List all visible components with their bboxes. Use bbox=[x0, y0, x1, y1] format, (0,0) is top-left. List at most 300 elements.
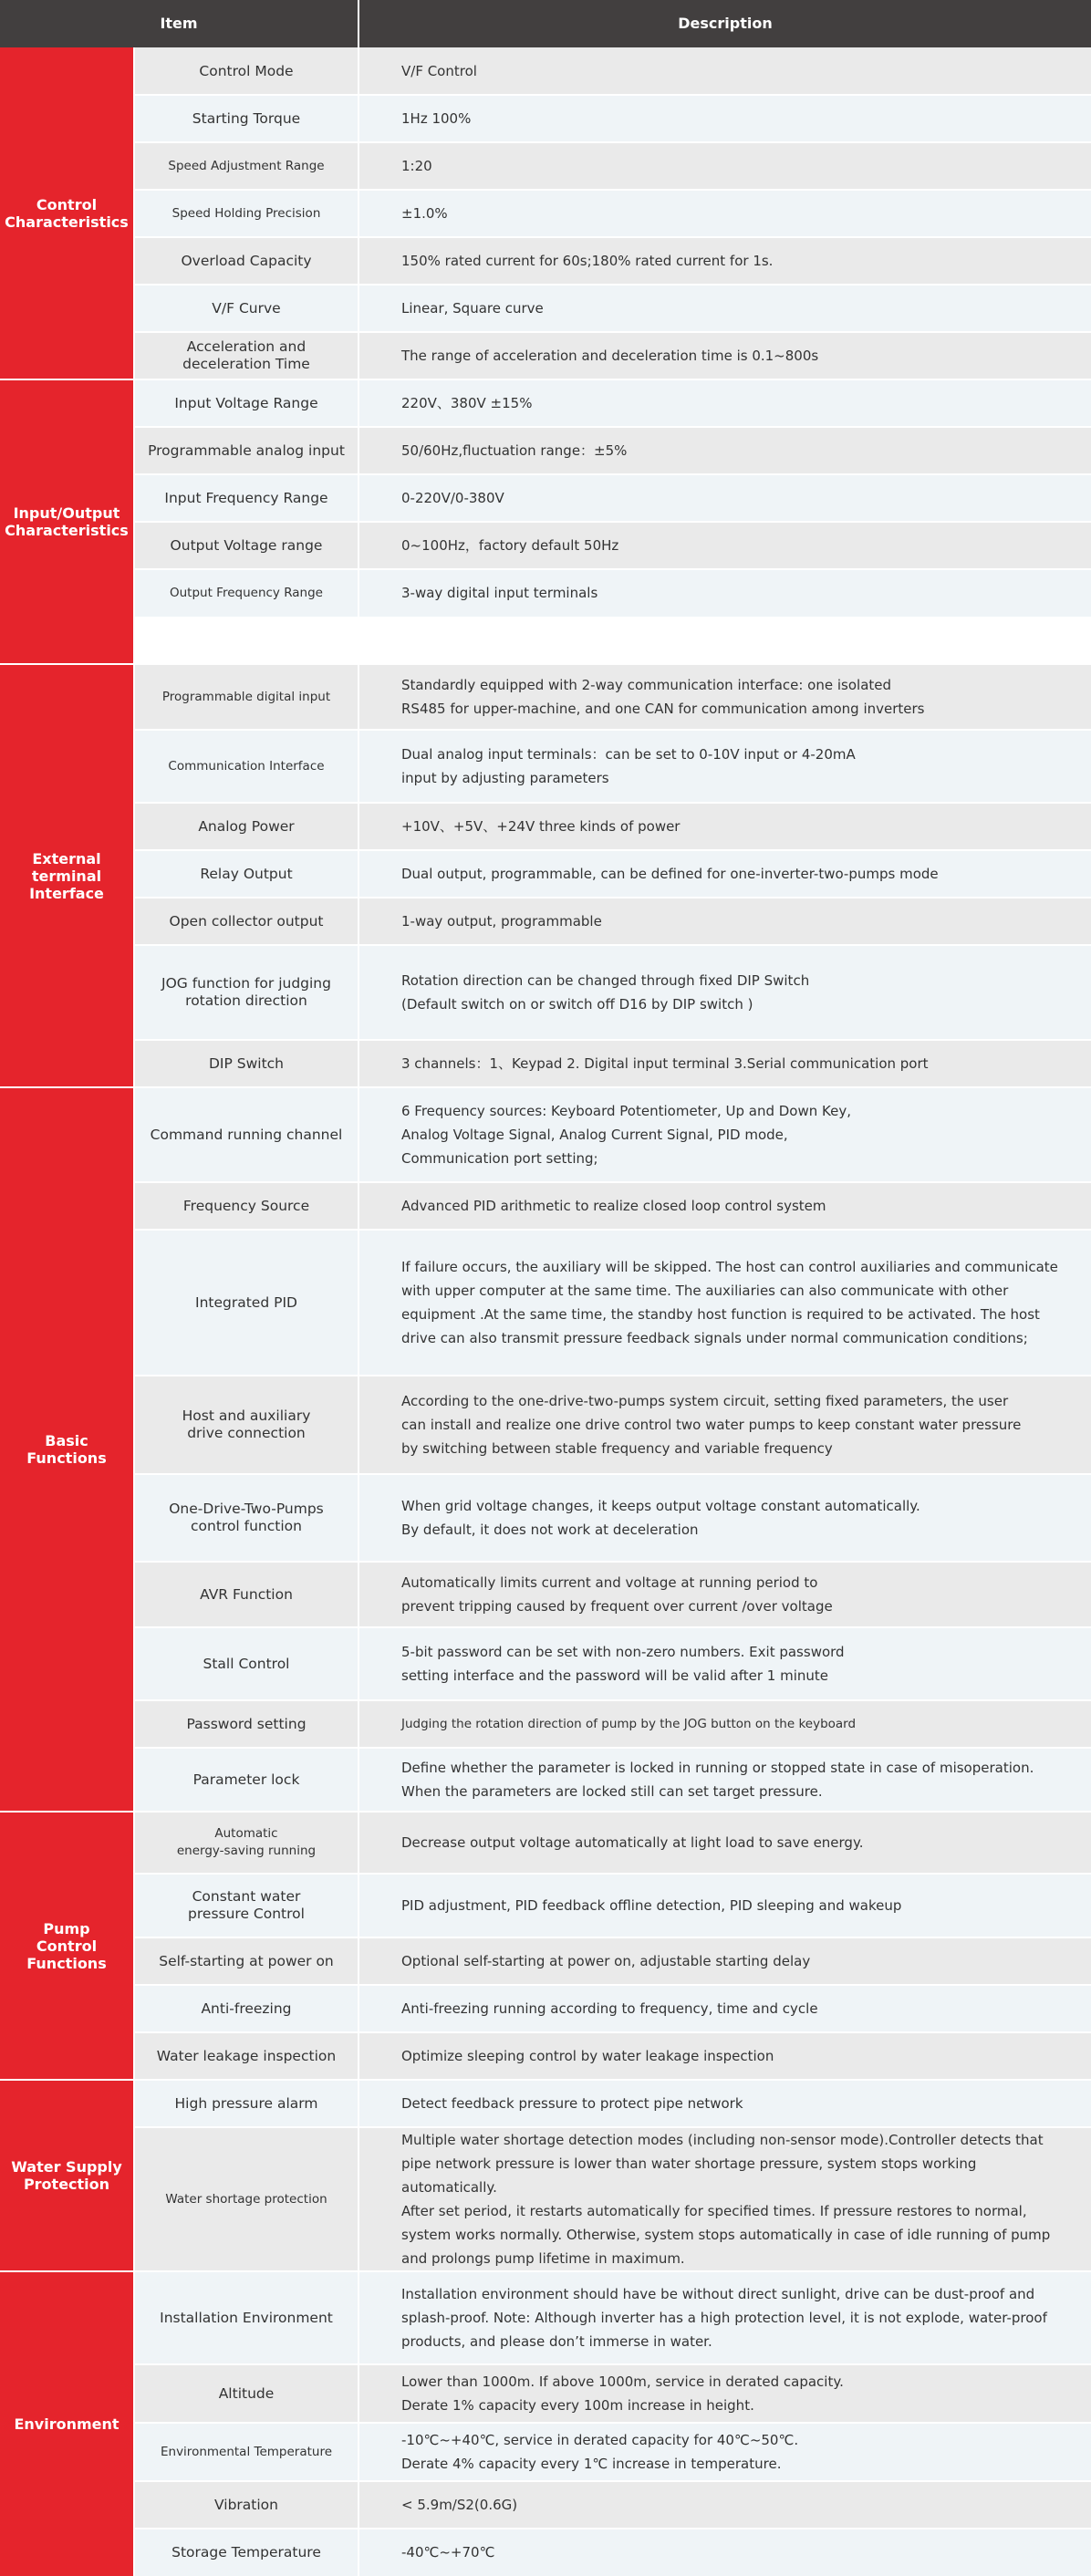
row-divider bbox=[135, 1626, 1091, 1628]
row-item-text bbox=[209, 1055, 284, 1073]
group-label-text bbox=[14, 2415, 119, 2433]
group-divider bbox=[0, 2079, 1091, 2081]
column-divider bbox=[358, 850, 359, 898]
row-description-line: Derate 1% capacity every 100m increase in height. bbox=[401, 2397, 754, 2414]
row-item-line: Speed Adjustment Range bbox=[168, 158, 325, 173]
table-row bbox=[135, 47, 1091, 95]
row-description-text bbox=[401, 2370, 844, 2417]
row-description-text bbox=[401, 2493, 517, 2517]
group-label-line: Pump bbox=[43, 1919, 90, 1937]
row-divider bbox=[135, 284, 1091, 286]
row-description bbox=[401, 1040, 1064, 1087]
row-description bbox=[401, 1627, 1064, 1700]
row-description-line: Derate 4% capacity every 1℃ increase in temperature. bbox=[401, 2456, 782, 2472]
row-item-text bbox=[186, 1716, 306, 1733]
row-description bbox=[401, 1182, 1064, 1230]
row-item bbox=[135, 1040, 358, 1087]
row-item-line: pressure Control bbox=[188, 1906, 305, 1922]
row-description-line: RS485 for upper-machine, and one CAN for communication among inverters bbox=[401, 701, 925, 717]
row-description-text bbox=[401, 2092, 743, 2115]
row-item-line: One-Drive-Two-Pumps bbox=[169, 1501, 324, 1517]
row-description-line: products, and please don’t immerse in water. bbox=[401, 2333, 712, 2350]
row-description-text bbox=[401, 1571, 833, 1618]
group-label-line: Input/Output bbox=[13, 504, 120, 522]
row-item-line: Frequency Source bbox=[182, 1197, 310, 1214]
row-item bbox=[135, 2080, 358, 2127]
row-item-text bbox=[170, 585, 323, 602]
table-row bbox=[135, 2364, 1091, 2423]
row-description-text bbox=[401, 249, 773, 273]
row-description-line: 1Hz 100% bbox=[401, 110, 472, 127]
row-description bbox=[401, 945, 1064, 1040]
row-item-line: Input Frequency Range bbox=[164, 489, 328, 506]
row-divider bbox=[135, 2363, 1091, 2365]
row-item bbox=[135, 664, 358, 730]
row-item bbox=[135, 522, 358, 569]
row-item bbox=[135, 850, 358, 898]
row-description bbox=[401, 664, 1064, 730]
row-description-text bbox=[401, 202, 448, 225]
row-item-line: drive connection bbox=[187, 1425, 306, 1441]
group-label-line: Characteristics bbox=[5, 213, 129, 231]
row-description-line: Detect feedback pressure to protect pipe network bbox=[401, 2095, 743, 2112]
column-divider bbox=[358, 1562, 359, 1627]
row-item bbox=[135, 190, 358, 237]
row-description bbox=[401, 1230, 1064, 1376]
row-item-text bbox=[171, 2544, 321, 2561]
column-divider bbox=[358, 1748, 359, 1812]
row-item-line: Water shortage protection bbox=[165, 2191, 327, 2207]
row-item bbox=[135, 47, 358, 95]
row-item-text bbox=[157, 2048, 336, 2065]
group-label-line: Water Supply bbox=[11, 2158, 122, 2176]
row-description bbox=[401, 569, 1064, 617]
row-description-line: Judging the rotation direction of pump by the JOG button on the keyboard bbox=[401, 1717, 857, 1731]
column-divider bbox=[358, 522, 359, 569]
column-divider bbox=[358, 1812, 359, 1874]
group-label-line: Control bbox=[36, 1937, 98, 1955]
row-description bbox=[401, 1748, 1064, 1812]
table-row bbox=[135, 522, 1091, 569]
row-divider bbox=[135, 94, 1091, 96]
table-row bbox=[135, 1474, 1091, 1562]
column-divider bbox=[358, 730, 359, 803]
row-item-text bbox=[171, 537, 323, 555]
row-description bbox=[401, 332, 1064, 379]
table-row bbox=[135, 2127, 1091, 2271]
row-description bbox=[401, 522, 1064, 569]
row-item-line: Installation Environment bbox=[160, 2309, 333, 2326]
column-divider bbox=[358, 474, 359, 522]
row-item-line: Altitude bbox=[218, 2384, 275, 2402]
row-item-line: Self-starting at power on bbox=[159, 1952, 334, 1969]
group-divider bbox=[0, 1811, 1091, 1813]
row-item bbox=[135, 2271, 358, 2364]
row-description bbox=[401, 237, 1064, 285]
row-description-line: Lower than 1000m. If above 1000m, service in derated capacity. bbox=[401, 2373, 844, 2390]
row-description-text bbox=[401, 391, 532, 415]
row-item-line: Water leakage inspection bbox=[156, 2047, 337, 2064]
row-description bbox=[401, 474, 1064, 522]
table-row bbox=[135, 285, 1091, 332]
row-description-text bbox=[401, 59, 477, 83]
row-item bbox=[135, 803, 358, 850]
row-divider bbox=[135, 944, 1091, 946]
table-row bbox=[135, 474, 1091, 522]
row-divider bbox=[135, 1984, 1091, 1986]
row-item bbox=[135, 2529, 358, 2576]
row-item-text bbox=[188, 1888, 305, 1923]
row-item-line: Open collector output bbox=[169, 912, 324, 930]
row-description-text bbox=[401, 534, 618, 557]
row-item-text bbox=[195, 1294, 297, 1312]
row-description bbox=[401, 1937, 1064, 1985]
row-description bbox=[401, 2271, 1064, 2364]
row-description-line: Dual analog input terminals：can be set to 0-10V input or 4-20mA bbox=[401, 746, 856, 763]
row-item-text bbox=[162, 689, 330, 706]
row-item-line: Anti-freezing bbox=[201, 2000, 292, 2017]
group-divider bbox=[0, 1086, 1091, 1088]
row-item bbox=[135, 945, 358, 1040]
row-item bbox=[135, 142, 358, 190]
column-divider bbox=[358, 332, 359, 379]
column-divider bbox=[358, 2127, 359, 2271]
row-item-text bbox=[151, 1127, 343, 1144]
group-label bbox=[0, 47, 133, 379]
column-divider bbox=[358, 2364, 359, 2423]
row-description-line: V/F Control bbox=[401, 63, 477, 79]
row-description-line: After set period, it restarts automatically for specified times. If pressure restores to normal, bbox=[401, 2203, 1027, 2219]
row-description bbox=[401, 2032, 1064, 2080]
row-description-line: According to the one-drive-two-pumps system circuit, setting fixed parameters, the user bbox=[401, 1393, 1009, 1409]
row-description-line: 5-bit password can be set with non-zero numbers. Exit password bbox=[401, 1644, 845, 1660]
row-description-text bbox=[401, 1194, 826, 1218]
row-item-line: Environmental Temperature bbox=[160, 2444, 333, 2459]
row-item-line: DIP Switch bbox=[208, 1054, 285, 1072]
row-description-text bbox=[401, 1949, 810, 1973]
row-description bbox=[401, 1700, 1064, 1748]
row-description bbox=[401, 850, 1064, 898]
row-divider bbox=[135, 1473, 1091, 1475]
row-item-line: rotation direction bbox=[185, 992, 307, 1009]
row-item bbox=[135, 1700, 358, 1748]
table-row bbox=[135, 2529, 1091, 2576]
row-item-text bbox=[169, 1501, 324, 1535]
row-divider bbox=[135, 473, 1091, 475]
row-item-text bbox=[174, 395, 317, 412]
row-item-text bbox=[214, 2497, 278, 2514]
column-divider bbox=[358, 1985, 359, 2032]
table-row bbox=[135, 190, 1091, 237]
row-description-text bbox=[401, 107, 471, 130]
table-row bbox=[135, 1376, 1091, 1474]
row-description-line: < 5.9m/S2(0.6G) bbox=[401, 2497, 518, 2513]
table-row bbox=[135, 332, 1091, 379]
row-description-text bbox=[401, 2128, 1064, 2270]
row-divider bbox=[135, 426, 1091, 428]
row-item-text bbox=[177, 1825, 316, 1860]
group-label-line: Control bbox=[36, 196, 98, 213]
row-item bbox=[135, 1627, 358, 1700]
row-divider bbox=[135, 331, 1091, 333]
column-divider bbox=[358, 898, 359, 945]
column-divider bbox=[358, 285, 359, 332]
row-description-text bbox=[401, 296, 544, 320]
row-item bbox=[135, 285, 358, 332]
row-item bbox=[135, 2423, 358, 2481]
table-row bbox=[135, 2032, 1091, 2080]
row-description-line: Multiple water shortage detection modes (including non-sensor mode).Controller detects that bbox=[401, 2132, 1044, 2148]
row-item bbox=[135, 1474, 358, 1562]
row-description bbox=[401, 1562, 1064, 1627]
row-description bbox=[401, 2080, 1064, 2127]
row-item bbox=[135, 1182, 358, 1230]
row-description-text bbox=[401, 862, 939, 886]
row-description bbox=[401, 95, 1064, 142]
group-label-line: Protection bbox=[23, 2176, 110, 2193]
column-divider bbox=[358, 664, 359, 730]
table-header bbox=[0, 0, 1091, 47]
row-description-text bbox=[401, 815, 680, 838]
column-divider bbox=[358, 1182, 359, 1230]
table-row bbox=[135, 898, 1091, 945]
table-row bbox=[135, 95, 1091, 142]
row-description-text bbox=[401, 154, 432, 178]
group-label bbox=[0, 1087, 133, 1812]
column-divider bbox=[358, 1230, 359, 1376]
row-item bbox=[135, 1985, 358, 2032]
group-label-line: Environment bbox=[14, 2415, 119, 2433]
row-divider bbox=[135, 2031, 1091, 2033]
row-item-text bbox=[182, 1407, 311, 1442]
row-item-text bbox=[200, 1586, 293, 1604]
row-description bbox=[401, 2364, 1064, 2423]
table-row bbox=[135, 1700, 1091, 1748]
column-divider bbox=[358, 2271, 359, 2364]
column-divider bbox=[358, 803, 359, 850]
row-item-line: V/F Curve bbox=[212, 299, 281, 317]
row-item-line: Vibration bbox=[214, 2496, 278, 2513]
table-row bbox=[135, 142, 1091, 190]
column-divider bbox=[358, 2481, 359, 2529]
row-item bbox=[135, 1874, 358, 1937]
row-description-text bbox=[401, 909, 602, 933]
row-description-line: can install and realize one drive control two water pumps to keep constant water pressure bbox=[401, 1417, 1022, 1433]
row-description-text bbox=[401, 1712, 856, 1736]
row-item-line: Programmable digital input bbox=[161, 689, 331, 704]
row-description-text bbox=[401, 1640, 845, 1688]
row-item-text bbox=[175, 2095, 318, 2113]
row-divider bbox=[135, 1561, 1091, 1563]
row-description-line: The range of acceleration and deceleration time is 0.1~800s bbox=[401, 348, 819, 364]
row-item bbox=[135, 1376, 358, 1474]
row-item-text bbox=[164, 490, 327, 507]
row-divider bbox=[135, 1181, 1091, 1183]
row-item-line: deceleration Time bbox=[182, 356, 310, 372]
row-item bbox=[135, 2481, 358, 2529]
table-row bbox=[135, 945, 1091, 1040]
row-description-line: Analog Voltage Signal, Analog Current Signal, PID mode, bbox=[401, 1127, 788, 1143]
row-description-line: 0-220V/0-380V bbox=[401, 490, 504, 506]
row-item-text bbox=[181, 253, 311, 270]
row-description-line: Optimize sleeping control by water leakage inspection bbox=[401, 2048, 774, 2064]
row-item-text bbox=[161, 975, 331, 1010]
row-item bbox=[135, 1937, 358, 1985]
row-description-text bbox=[401, 969, 809, 1016]
row-item-text bbox=[201, 2000, 291, 2018]
column-divider bbox=[358, 1874, 359, 1937]
table-row bbox=[135, 427, 1091, 474]
row-description-text bbox=[401, 1099, 851, 1170]
row-item-text bbox=[165, 2191, 327, 2208]
table-row bbox=[135, 1937, 1091, 1985]
table-row bbox=[135, 2080, 1091, 2127]
row-description-line: When the parameters are locked still can set target pressure. bbox=[401, 1783, 823, 1800]
row-description-line: input by adjusting parameters bbox=[401, 770, 609, 786]
group-label-line: terminal bbox=[31, 867, 102, 885]
row-item bbox=[135, 898, 358, 945]
row-description-text bbox=[401, 581, 597, 605]
row-item-line: Acceleration and bbox=[186, 338, 307, 355]
row-description-text bbox=[401, 2540, 494, 2564]
table-row bbox=[135, 2271, 1091, 2364]
row-description-text bbox=[401, 1494, 920, 1542]
table-row bbox=[135, 1985, 1091, 2032]
row-description-line: Decrease output voltage automatically at light load to save energy. bbox=[401, 1834, 864, 1851]
group-label bbox=[0, 2271, 133, 2576]
group-label bbox=[0, 2080, 133, 2271]
row-item-line: Constant water bbox=[192, 1888, 301, 1905]
row-item-line: Command running channel bbox=[150, 1126, 343, 1143]
row-description-line: Standardly equipped with 2-way communication interface: one isolated bbox=[401, 677, 892, 693]
group-label-line: Characteristics bbox=[5, 522, 129, 539]
row-description-line: Dual output, programmable, can be defined for one-inverter-two-pumps mode bbox=[401, 866, 939, 882]
row-item-line: JOG function for judging bbox=[161, 975, 331, 992]
row-description-text bbox=[401, 1052, 929, 1075]
group-label bbox=[0, 379, 133, 664]
table-row bbox=[135, 803, 1091, 850]
column-divider bbox=[358, 945, 359, 1040]
row-description bbox=[401, 1812, 1064, 1874]
row-description-line: 6 Frequency sources: Keyboard Potentiometer, Up and Down Key, bbox=[401, 1103, 851, 1119]
row-divider bbox=[135, 1375, 1091, 1376]
row-description-line: with upper computer at the same time. The auxiliaries can also communicate with other bbox=[401, 1283, 1009, 1299]
row-description-line: ±1.0% bbox=[401, 205, 448, 222]
table-row bbox=[135, 1627, 1091, 1700]
row-item bbox=[135, 427, 358, 474]
row-item bbox=[135, 569, 358, 617]
row-item-line: Host and auxiliary bbox=[182, 1407, 311, 1424]
row-item bbox=[135, 332, 358, 379]
row-divider bbox=[135, 849, 1091, 851]
column-divider bbox=[358, 47, 359, 95]
row-item-line: Control Mode bbox=[199, 62, 294, 79]
row-description-text bbox=[401, 344, 818, 368]
row-item-text bbox=[203, 1656, 290, 1673]
column-divider bbox=[358, 1040, 359, 1087]
row-description bbox=[401, 190, 1064, 237]
row-description-text bbox=[401, 673, 925, 721]
table-row bbox=[135, 1812, 1091, 1874]
row-description bbox=[401, 2481, 1064, 2529]
row-divider bbox=[135, 2126, 1091, 2128]
row-description bbox=[401, 1874, 1064, 1937]
row-description-line: by switching between stable frequency and variable frequency bbox=[401, 1440, 833, 1457]
table-row bbox=[135, 2423, 1091, 2481]
row-description bbox=[401, 1376, 1064, 1474]
row-item bbox=[135, 95, 358, 142]
row-description-line: Anti-freezing running according to frequency, time and cycle bbox=[401, 2000, 818, 2017]
row-item bbox=[135, 2364, 358, 2423]
table-row bbox=[135, 569, 1091, 617]
row-divider bbox=[135, 521, 1091, 523]
row-item-text bbox=[148, 442, 345, 460]
column-divider bbox=[358, 1474, 359, 1562]
group-label-line: Functions bbox=[26, 1449, 107, 1467]
row-item-text bbox=[212, 300, 280, 317]
row-description bbox=[401, 2423, 1064, 2481]
table-row bbox=[135, 379, 1091, 427]
row-item-line: Communication Interface bbox=[168, 758, 325, 774]
row-item-line: Overload Capacity bbox=[181, 252, 312, 269]
row-description bbox=[401, 730, 1064, 803]
row-item bbox=[135, 1230, 358, 1376]
row-description-text bbox=[401, 1389, 1021, 1460]
row-description-line: setting interface and the password will be valid after 1 minute bbox=[401, 1667, 829, 1684]
row-description-line: When grid voltage changes, it keeps output voltage constant automatically. bbox=[401, 1498, 920, 1514]
row-item bbox=[135, 1748, 358, 1812]
row-item-line: Speed Holding Precision bbox=[171, 205, 321, 221]
row-description-line: Installation environment should have be without direct sunlight, drive can be dust-proof and bbox=[401, 2286, 1035, 2302]
row-item-text bbox=[199, 63, 293, 80]
row-description-text bbox=[401, 439, 627, 462]
row-description bbox=[401, 1985, 1064, 2032]
row-divider bbox=[135, 141, 1091, 143]
group-label bbox=[0, 664, 133, 1087]
row-item bbox=[135, 1087, 358, 1182]
row-divider bbox=[135, 1699, 1091, 1701]
row-description-line: +10V、+5V、+24V three kinds of power bbox=[401, 818, 681, 835]
group-label-text bbox=[5, 504, 129, 539]
row-item-text bbox=[161, 2444, 332, 2461]
row-description-line: prevent tripping caused by frequent over current /over voltage bbox=[401, 1598, 833, 1615]
column-divider bbox=[358, 2529, 359, 2576]
row-item-text bbox=[160, 2310, 333, 2327]
row-description bbox=[401, 2127, 1064, 2271]
group-label-text bbox=[29, 850, 104, 902]
row-description-line: 0~100Hz，factory default 50Hz bbox=[401, 537, 619, 554]
row-item bbox=[135, 1562, 358, 1627]
row-description-line: (Default switch on or switch off D16 by DIP switch ) bbox=[401, 996, 753, 1013]
header-item: Item bbox=[160, 15, 198, 32]
header-description: Description bbox=[678, 15, 773, 32]
row-description-line: -40℃~+70℃ bbox=[401, 2544, 495, 2560]
column-divider bbox=[358, 142, 359, 190]
row-description bbox=[401, 379, 1064, 427]
table-row bbox=[135, 1748, 1091, 1812]
row-description-line: equipment .At the same time, the standby host function is required to be activated. The host bbox=[401, 1306, 1040, 1323]
row-description-line: 3 channels：1、Keypad 2. Digital input terminal 3.Serial communication port bbox=[401, 1055, 929, 1072]
group-label-line: Functions bbox=[26, 1954, 107, 1972]
table-row bbox=[135, 237, 1091, 285]
row-description-text bbox=[401, 1756, 1034, 1803]
row-description-text bbox=[401, 2044, 774, 2068]
row-description-line: splash-proof. Note: Although inverter has a high protection level, it is not explode, water-proof bbox=[401, 2310, 1047, 2326]
row-item-text bbox=[182, 338, 310, 373]
row-item-line: AVR Function bbox=[200, 1585, 293, 1603]
row-item-text bbox=[198, 818, 294, 836]
column-divider bbox=[358, 2032, 359, 2080]
